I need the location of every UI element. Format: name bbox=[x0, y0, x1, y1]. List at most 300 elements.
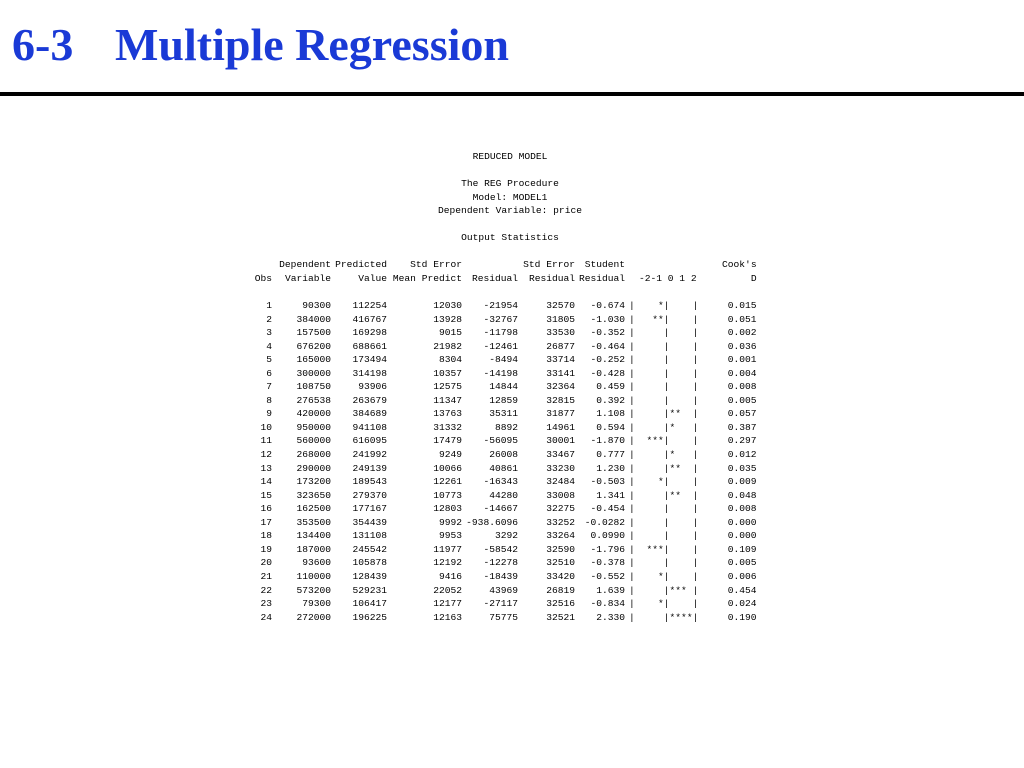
cooks-d-cell: 0.009 bbox=[727, 476, 757, 488]
std-error-residual-cell: 33420 bbox=[546, 570, 575, 582]
model-line: Model: MODEL1 bbox=[472, 191, 548, 203]
cooks-d-cell: 0.008 bbox=[727, 503, 757, 515]
plot-left-border: | bbox=[629, 354, 635, 366]
student-residual-cell: -0.454 bbox=[590, 503, 625, 515]
table-row bbox=[246, 407, 757, 421]
table-row bbox=[246, 611, 757, 625]
obs-cell: 17 bbox=[260, 516, 272, 528]
obs-cell: 1 bbox=[266, 300, 272, 312]
student-residual-cell: -0.428 bbox=[590, 367, 625, 379]
plot-right-border: | bbox=[692, 381, 699, 393]
header-cooks: Cook's bbox=[722, 259, 757, 271]
cooks-d-cell: 0.048 bbox=[727, 489, 757, 501]
residual-plot-cell: *| bbox=[635, 300, 670, 312]
residual-cell: -32767 bbox=[483, 313, 518, 325]
table-header-row-1 bbox=[246, 258, 757, 272]
dependent-value-cell: 110000 bbox=[296, 570, 331, 582]
cooks-d-cell: 0.012 bbox=[727, 449, 757, 461]
dependent-value-cell: 353500 bbox=[296, 516, 331, 528]
student-residual-cell: -0.378 bbox=[590, 557, 625, 569]
plot-right-border: | bbox=[692, 503, 699, 515]
student-residual-cell: 0.392 bbox=[596, 394, 625, 406]
plot-right-border: | bbox=[692, 354, 699, 366]
dependent-line: Dependent Variable: price bbox=[438, 205, 582, 217]
residual-plot-cell: | bbox=[635, 367, 670, 379]
residual-plot-cell: | bbox=[635, 394, 670, 406]
predicted-value-cell: 314198 bbox=[352, 367, 387, 379]
std-error-residual-cell: 32516 bbox=[546, 598, 575, 610]
student-residual-cell: -0.464 bbox=[590, 340, 625, 352]
obs-cell: 20 bbox=[260, 557, 272, 569]
header-residual-plot-scale: -2-1 0 1 2 bbox=[639, 272, 697, 284]
residual-plot-cell: | bbox=[635, 381, 670, 393]
table-row bbox=[246, 462, 757, 476]
predicted-value-cell: 941108 bbox=[352, 421, 387, 433]
std-error-mean-cell: 13928 bbox=[433, 313, 462, 325]
cooks-d-cell: 0.002 bbox=[727, 327, 757, 339]
residual-cell: -58542 bbox=[483, 543, 518, 555]
std-error-residual-cell: 33467 bbox=[546, 449, 575, 461]
table-row bbox=[246, 489, 757, 503]
table-row bbox=[246, 421, 757, 435]
plot-left-border: | bbox=[629, 503, 635, 515]
std-error-mean-cell: 12030 bbox=[433, 300, 462, 312]
std-error-residual-cell: 33141 bbox=[546, 367, 575, 379]
header-std-error-mean: Std Error bbox=[410, 259, 462, 271]
dependent-value-cell: 162500 bbox=[296, 503, 331, 515]
obs-cell: 19 bbox=[260, 543, 272, 555]
std-error-mean-cell: 21982 bbox=[433, 340, 462, 352]
residual-cell: 75775 bbox=[489, 611, 518, 623]
cooks-d-cell: 0.051 bbox=[727, 313, 757, 325]
predicted-value-cell: 189543 bbox=[352, 476, 387, 488]
obs-cell: 9 bbox=[266, 408, 272, 420]
cooks-d-cell: 0.036 bbox=[727, 340, 757, 352]
std-error-mean-cell: 10357 bbox=[433, 367, 462, 379]
residual-plot-cell: | bbox=[635, 327, 670, 339]
cooks-d-cell: 0.109 bbox=[727, 543, 757, 555]
plot-left-border: | bbox=[629, 435, 635, 447]
plot-right-border: | bbox=[692, 327, 699, 339]
dependent-value-cell: 276538 bbox=[296, 394, 331, 406]
std-error-residual-cell: 32590 bbox=[546, 543, 575, 555]
std-error-mean-cell: 8304 bbox=[438, 354, 462, 366]
std-error-residual-cell: 32275 bbox=[546, 503, 575, 515]
plot-right-border: | bbox=[692, 340, 699, 352]
plot-left-border: | bbox=[629, 584, 635, 596]
table-row bbox=[246, 570, 757, 584]
header-predicted: Predicted bbox=[335, 259, 387, 271]
cooks-d-cell: 0.035 bbox=[727, 462, 757, 474]
std-error-residual-cell: 32570 bbox=[546, 300, 575, 312]
plot-left-border: | bbox=[629, 449, 635, 461]
residual-cell: 26008 bbox=[489, 449, 518, 461]
plot-left-border: | bbox=[629, 394, 635, 406]
cooks-d-cell: 0.004 bbox=[727, 367, 757, 379]
cooks-d-cell: 0.387 bbox=[727, 421, 757, 433]
residual-plot-cell: | bbox=[635, 354, 670, 366]
std-error-mean-cell: 9015 bbox=[438, 327, 462, 339]
residual-plot-cell: |** bbox=[635, 462, 682, 474]
std-error-residual-cell: 32521 bbox=[546, 611, 575, 623]
predicted-value-cell: 177167 bbox=[352, 503, 387, 515]
dependent-value-cell: 165000 bbox=[296, 354, 331, 366]
residual-plot-cell: **| bbox=[635, 313, 670, 325]
cooks-d-cell: 0.006 bbox=[727, 570, 757, 582]
plot-left-border: | bbox=[629, 598, 635, 610]
residual-plot-cell: |*** bbox=[635, 584, 687, 596]
cooks-d-cell: 0.000 bbox=[727, 516, 757, 528]
std-error-residual-cell: 33530 bbox=[546, 327, 575, 339]
predicted-value-cell: 106417 bbox=[352, 598, 387, 610]
dependent-value-cell: 420000 bbox=[296, 408, 331, 420]
std-error-mean-cell: 9992 bbox=[438, 516, 462, 528]
predicted-value-cell: 354439 bbox=[352, 516, 387, 528]
plot-left-border: | bbox=[629, 557, 635, 569]
predicted-value-cell: 93906 bbox=[358, 381, 387, 393]
obs-cell: 15 bbox=[260, 489, 272, 501]
predicted-value-cell: 529231 bbox=[352, 584, 387, 596]
dependent-value-cell: 173200 bbox=[296, 476, 331, 488]
std-error-mean-cell: 31332 bbox=[433, 421, 462, 433]
predicted-value-cell: 616095 bbox=[352, 435, 387, 447]
std-error-mean-cell: 22052 bbox=[433, 584, 462, 596]
table-row bbox=[246, 326, 757, 340]
residual-plot-cell: |* bbox=[635, 449, 676, 461]
table-row bbox=[246, 597, 757, 611]
obs-cell: 5 bbox=[266, 354, 272, 366]
plot-right-border: | bbox=[692, 557, 699, 569]
residual-cell: -27117 bbox=[483, 598, 518, 610]
dependent-value-cell: 272000 bbox=[296, 611, 331, 623]
plot-left-border: | bbox=[629, 381, 635, 393]
student-residual-cell: -1.030 bbox=[590, 313, 625, 325]
std-error-mean-cell: 9953 bbox=[438, 530, 462, 542]
section-line: Output Statistics bbox=[461, 232, 559, 244]
predicted-value-cell: 112254 bbox=[352, 300, 387, 312]
output-statistics-table bbox=[246, 258, 757, 624]
dependent-value-cell: 93600 bbox=[302, 557, 331, 569]
plot-left-border: | bbox=[629, 340, 635, 352]
residual-cell: -12278 bbox=[483, 557, 518, 569]
residual-plot-cell: | bbox=[635, 557, 670, 569]
std-error-mean-cell: 12163 bbox=[433, 611, 462, 623]
plot-left-border: | bbox=[629, 516, 635, 528]
cooks-d-cell: 0.015 bbox=[727, 300, 757, 312]
std-error-mean-cell: 9249 bbox=[438, 449, 462, 461]
obs-cell: 24 bbox=[260, 611, 272, 623]
std-error-mean-cell: 10066 bbox=[433, 462, 462, 474]
header-std-error-residual: Std Error bbox=[523, 259, 575, 271]
dependent-value-cell: 134400 bbox=[296, 530, 331, 542]
std-error-mean-cell: 12192 bbox=[433, 557, 462, 569]
plot-right-border: | bbox=[692, 584, 699, 596]
obs-cell: 21 bbox=[260, 570, 272, 582]
student-residual-cell: -0.0282 bbox=[584, 516, 625, 528]
table-row bbox=[246, 556, 757, 570]
dependent-value-cell: 676200 bbox=[296, 340, 331, 352]
plot-right-border: | bbox=[692, 462, 699, 474]
predicted-value-cell: 279370 bbox=[352, 489, 387, 501]
plot-left-border: | bbox=[629, 543, 635, 555]
residual-cell: 43969 bbox=[489, 584, 518, 596]
plot-right-border: | bbox=[692, 516, 699, 528]
table-row bbox=[246, 367, 757, 381]
plot-right-border: | bbox=[692, 367, 699, 379]
plot-right-border: | bbox=[692, 530, 699, 542]
plot-left-border: | bbox=[629, 489, 635, 501]
std-error-mean-cell: 13763 bbox=[433, 408, 462, 420]
predicted-value-cell: 169298 bbox=[352, 327, 387, 339]
residual-plot-cell: | bbox=[635, 530, 670, 542]
student-residual-cell: -0.252 bbox=[590, 354, 625, 366]
output-heading: REDUCED MODEL bbox=[472, 151, 548, 162]
table-row bbox=[246, 502, 757, 516]
std-error-mean-cell: 11977 bbox=[433, 543, 462, 555]
std-error-residual-cell: 31805 bbox=[546, 313, 575, 325]
header-obs: Obs bbox=[254, 272, 272, 284]
residual-cell: 40861 bbox=[489, 462, 518, 474]
plot-right-border: | bbox=[692, 489, 699, 501]
dependent-value-cell: 950000 bbox=[296, 421, 331, 433]
std-error-residual-cell: 14961 bbox=[546, 421, 575, 433]
plot-left-border: | bbox=[629, 421, 635, 433]
residual-cell: 14844 bbox=[489, 381, 518, 393]
plot-right-border: | bbox=[692, 449, 699, 461]
obs-cell: 23 bbox=[260, 598, 272, 610]
obs-cell: 6 bbox=[266, 367, 272, 379]
dependent-value-cell: 290000 bbox=[296, 462, 331, 474]
student-residual-cell: -0.674 bbox=[590, 300, 625, 312]
residual-cell: -18439 bbox=[483, 570, 518, 582]
residual-cell: -14198 bbox=[483, 367, 518, 379]
residual-cell: -12461 bbox=[483, 340, 518, 352]
dependent-value-cell: 187000 bbox=[296, 543, 331, 555]
student-residual-cell: 2.330 bbox=[596, 611, 625, 623]
std-error-residual-cell: 26819 bbox=[546, 584, 575, 596]
residual-plot-cell: *| bbox=[635, 598, 670, 610]
cooks-d-cell: 0.057 bbox=[727, 408, 757, 420]
predicted-value-cell: 131108 bbox=[352, 530, 387, 542]
predicted-value-cell: 196225 bbox=[352, 611, 387, 623]
header-residual: Residual bbox=[471, 272, 518, 284]
dependent-value-cell: 560000 bbox=[296, 435, 331, 447]
plot-right-border: | bbox=[692, 570, 699, 582]
obs-cell: 4 bbox=[266, 340, 272, 352]
cooks-d-cell: 0.024 bbox=[727, 598, 757, 610]
header-residual-2: Residual bbox=[528, 272, 575, 284]
header-variable: Variable bbox=[284, 272, 331, 284]
predicted-value-cell: 241992 bbox=[352, 449, 387, 461]
residual-cell: -8494 bbox=[489, 354, 518, 366]
residual-plot-cell: |**** bbox=[635, 611, 693, 623]
std-error-residual-cell: 30001 bbox=[546, 435, 575, 447]
plot-right-border: | bbox=[692, 611, 699, 623]
std-error-residual-cell: 32484 bbox=[546, 476, 575, 488]
dependent-value-cell: 79300 bbox=[302, 598, 331, 610]
title-divider bbox=[0, 92, 1024, 96]
cooks-d-cell: 0.190 bbox=[727, 611, 757, 623]
cooks-d-cell: 0.454 bbox=[727, 584, 757, 596]
residual-cell: 44280 bbox=[489, 489, 518, 501]
cooks-d-cell: 0.008 bbox=[727, 381, 757, 393]
predicted-value-cell: 688661 bbox=[352, 340, 387, 352]
cooks-d-cell: 0.005 bbox=[727, 557, 757, 569]
plot-left-border: | bbox=[629, 530, 635, 542]
table-row bbox=[246, 529, 757, 543]
std-error-residual-cell: 32364 bbox=[546, 381, 575, 393]
student-residual-cell: -0.503 bbox=[590, 476, 625, 488]
std-error-residual-cell: 33252 bbox=[546, 516, 575, 528]
residual-plot-cell: | bbox=[635, 503, 670, 515]
obs-cell: 10 bbox=[260, 421, 272, 433]
residual-cell: -11798 bbox=[483, 327, 518, 339]
residual-plot-cell: |** bbox=[635, 408, 682, 420]
plot-right-border: | bbox=[692, 394, 699, 406]
std-error-mean-cell: 10773 bbox=[433, 489, 462, 501]
std-error-mean-cell: 17479 bbox=[433, 435, 462, 447]
plot-left-border: | bbox=[629, 408, 635, 420]
dependent-value-cell: 384000 bbox=[296, 313, 331, 325]
dependent-value-cell: 573200 bbox=[296, 584, 331, 596]
std-error-residual-cell: 31877 bbox=[546, 408, 575, 420]
std-error-residual-cell: 33230 bbox=[546, 462, 575, 474]
header-d: D bbox=[750, 272, 757, 284]
residual-cell: 8892 bbox=[494, 421, 518, 433]
obs-cell: 22 bbox=[260, 584, 272, 596]
plot-left-border: | bbox=[629, 570, 635, 582]
table-row bbox=[246, 380, 757, 394]
student-residual-cell: 0.777 bbox=[596, 449, 625, 461]
predicted-value-cell: 249139 bbox=[352, 462, 387, 474]
predicted-value-cell: 245542 bbox=[352, 543, 387, 555]
table-header-row-2 bbox=[246, 272, 757, 286]
predicted-value-cell: 105878 bbox=[352, 557, 387, 569]
residual-cell: 3292 bbox=[494, 530, 518, 542]
student-residual-cell: 1.341 bbox=[596, 489, 625, 501]
std-error-mean-cell: 12177 bbox=[433, 598, 462, 610]
obs-cell: 12 bbox=[260, 449, 272, 461]
obs-cell: 18 bbox=[260, 530, 272, 542]
table-row bbox=[246, 516, 757, 530]
obs-cell: 8 bbox=[266, 394, 272, 406]
table-row bbox=[246, 340, 757, 354]
residual-plot-cell: ***| bbox=[635, 435, 670, 447]
header-mean-predict: Mean Predict bbox=[392, 272, 462, 284]
table-row bbox=[246, 299, 757, 313]
residual-plot-cell: |** bbox=[635, 489, 682, 501]
std-error-residual-cell: 33264 bbox=[546, 530, 575, 542]
student-residual-cell: -0.352 bbox=[590, 327, 625, 339]
residual-cell: -21954 bbox=[483, 300, 518, 312]
table-row bbox=[246, 394, 757, 408]
dependent-value-cell: 323650 bbox=[296, 489, 331, 501]
residual-cell: -14667 bbox=[483, 503, 518, 515]
residual-plot-cell: | bbox=[635, 516, 670, 528]
plot-right-border: | bbox=[692, 300, 699, 312]
obs-cell: 2 bbox=[266, 313, 272, 325]
obs-cell: 16 bbox=[260, 503, 272, 515]
std-error-mean-cell: 12803 bbox=[433, 503, 462, 515]
student-residual-cell: 0.459 bbox=[596, 381, 625, 393]
cooks-d-cell: 0.000 bbox=[727, 530, 757, 542]
obs-cell: 7 bbox=[266, 381, 272, 393]
student-residual-cell: -1.796 bbox=[590, 543, 625, 555]
plot-right-border: | bbox=[692, 543, 699, 555]
residual-plot-cell: ***| bbox=[635, 543, 670, 555]
table-row bbox=[246, 313, 757, 327]
residual-cell: 35311 bbox=[489, 408, 518, 420]
table-row bbox=[246, 543, 757, 557]
plot-left-border: | bbox=[629, 300, 635, 312]
std-error-mean-cell: 12575 bbox=[433, 381, 462, 393]
plot-left-border: | bbox=[629, 611, 635, 623]
std-error-residual-cell: 33714 bbox=[546, 354, 575, 366]
cooks-d-cell: 0.005 bbox=[727, 394, 757, 406]
table-row bbox=[246, 584, 757, 598]
plot-left-border: | bbox=[629, 367, 635, 379]
std-error-residual-cell: 32815 bbox=[546, 394, 575, 406]
table-row bbox=[246, 475, 757, 489]
dependent-value-cell: 108750 bbox=[296, 381, 331, 393]
student-residual-cell: 1.108 bbox=[596, 408, 625, 420]
residual-cell: 12859 bbox=[489, 394, 518, 406]
plot-right-border: | bbox=[692, 313, 699, 325]
dependent-value-cell: 268000 bbox=[296, 449, 331, 461]
dependent-value-cell: 90300 bbox=[302, 300, 331, 312]
slide-heading: Multiple Regression bbox=[115, 19, 509, 70]
std-error-mean-cell: 9416 bbox=[438, 570, 462, 582]
dependent-value-cell: 300000 bbox=[296, 367, 331, 379]
header-dependent: Dependent bbox=[279, 259, 331, 271]
predicted-value-cell: 416767 bbox=[352, 313, 387, 325]
slide-number: 6-3 bbox=[12, 19, 74, 70]
predicted-value-cell: 384689 bbox=[352, 408, 387, 420]
plot-right-border: | bbox=[692, 476, 699, 488]
header-student-residual: Residual bbox=[578, 272, 625, 284]
student-residual-cell: -0.834 bbox=[590, 598, 625, 610]
table-row bbox=[246, 353, 757, 367]
residual-plot-cell: *| bbox=[635, 570, 670, 582]
plot-right-border: | bbox=[692, 435, 699, 447]
procedure-line: The REG Procedure bbox=[461, 178, 559, 190]
std-error-residual-cell: 33008 bbox=[546, 489, 575, 501]
predicted-value-cell: 263679 bbox=[352, 394, 387, 406]
std-error-residual-cell: 26877 bbox=[546, 340, 575, 352]
std-error-mean-cell: 11347 bbox=[433, 394, 462, 406]
plot-left-border: | bbox=[629, 476, 635, 488]
table-row bbox=[246, 448, 757, 462]
residual-plot-cell: | bbox=[635, 340, 670, 352]
std-error-mean-cell: 12261 bbox=[433, 476, 462, 488]
std-error-residual-cell: 32510 bbox=[546, 557, 575, 569]
plot-right-border: | bbox=[692, 421, 699, 433]
sas-output bbox=[240, 150, 780, 624]
plot-right-border: | bbox=[692, 598, 699, 610]
student-residual-cell: 1.230 bbox=[596, 462, 625, 474]
header-value: Value bbox=[358, 272, 387, 284]
obs-cell: 13 bbox=[260, 462, 272, 474]
cooks-d-cell: 0.297 bbox=[727, 435, 757, 447]
plot-left-border: | bbox=[629, 462, 635, 474]
student-residual-cell: -0.552 bbox=[590, 570, 625, 582]
residual-cell: -16343 bbox=[483, 476, 518, 488]
student-residual-cell: 1.639 bbox=[596, 584, 625, 596]
predicted-value-cell: 128439 bbox=[352, 570, 387, 582]
dependent-value-cell: 157500 bbox=[296, 327, 331, 339]
residual-cell: -938.6096 bbox=[466, 516, 518, 528]
obs-cell: 3 bbox=[266, 327, 272, 339]
